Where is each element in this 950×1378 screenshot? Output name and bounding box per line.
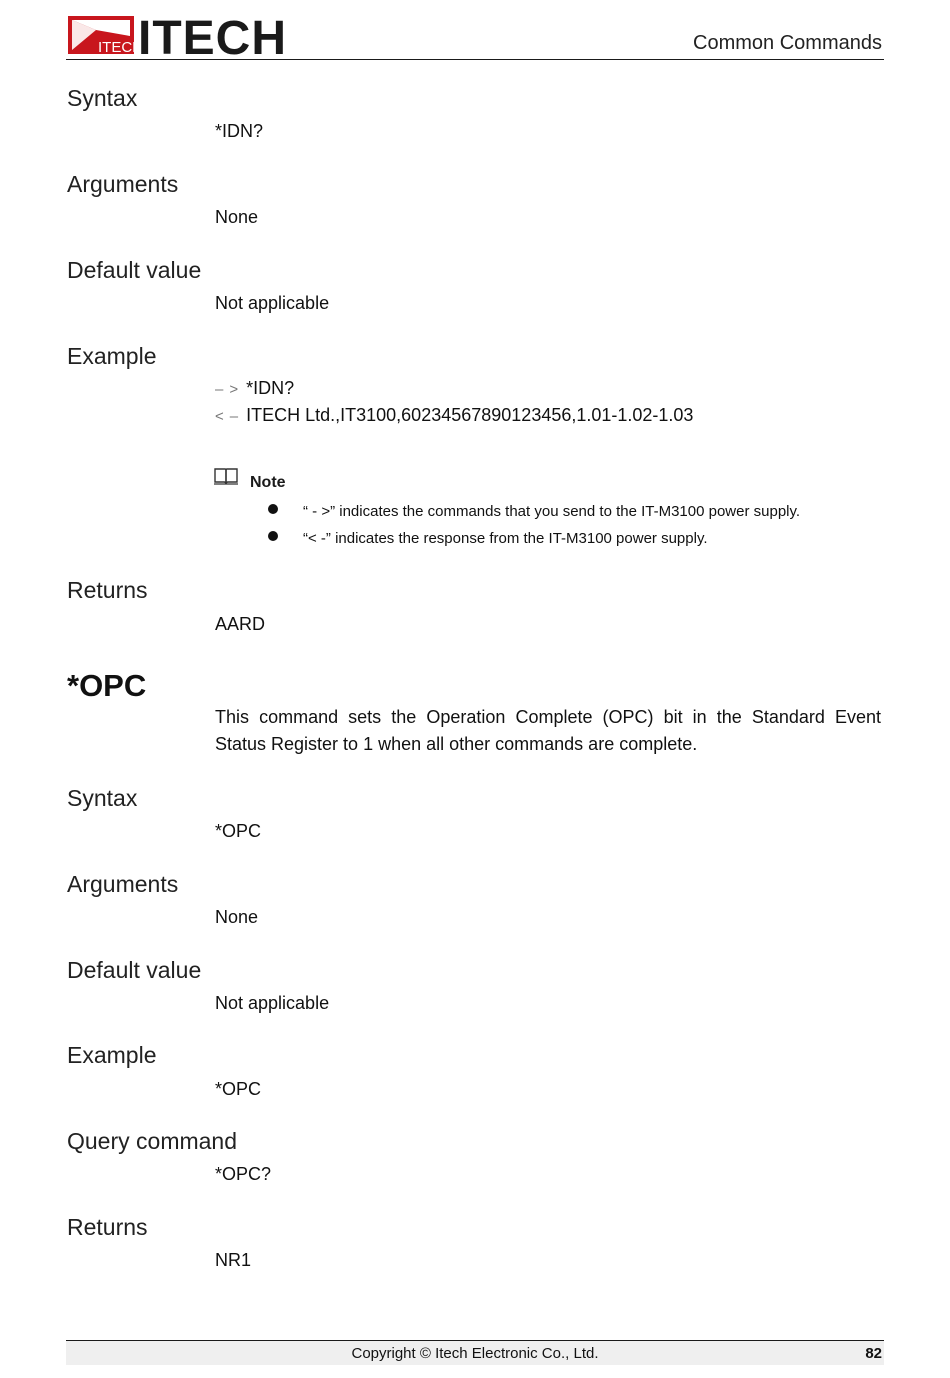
returns-heading: Returns <box>67 1214 148 1240</box>
page-number: 82 <box>865 1345 882 1362</box>
note-label: Note <box>250 474 286 491</box>
example-send-line <box>215 378 294 399</box>
page-footer <box>66 1340 884 1365</box>
returns-heading: Returns <box>67 577 148 603</box>
arguments-heading: Arguments <box>67 171 179 197</box>
default-value-heading: Default value <box>67 257 202 283</box>
default-value: Not applicable <box>215 293 330 313</box>
returns-value: NR1 <box>215 1250 252 1270</box>
query-command-value: *OPC? <box>215 1164 272 1184</box>
arguments-value: None <box>215 907 259 927</box>
syntax-value: *IDN? <box>215 121 264 141</box>
bullet-icon <box>268 531 278 541</box>
example-value: *OPC <box>215 1079 262 1099</box>
recv-arrow-head: < <box>215 408 224 425</box>
example-heading: Example <box>67 343 157 369</box>
returns-value: AARD <box>215 614 266 634</box>
copyright: Copyright © Itech Electronic Co., Ltd. <box>351 1345 599 1362</box>
default-value-heading: Default value <box>67 957 202 983</box>
recv-arrow-dash: – <box>229 408 239 425</box>
book-icon <box>213 466 239 486</box>
example-send: *IDN? <box>246 378 295 398</box>
default-value: Not applicable <box>215 993 330 1013</box>
arguments-value: None <box>215 207 259 227</box>
command-title: *OPC <box>67 668 147 703</box>
section-title: Common Commands <box>693 32 882 54</box>
example-response: ITECH Ltd.,IT3100,60234567890123456,1.01-1.02-1.03 <box>246 405 694 425</box>
note-item: “ - >” indicates the commands that you send to the IT-M3100 power supply. <box>303 503 801 520</box>
syntax-heading: Syntax <box>67 85 138 111</box>
query-command-heading: Query command <box>67 1128 238 1154</box>
send-arrow-dash: – <box>215 381 224 398</box>
logo-text: ITECH <box>138 14 287 56</box>
syntax-heading: Syntax <box>67 785 138 811</box>
example-heading: Example <box>67 1042 157 1068</box>
send-arrow-head: > <box>229 381 239 398</box>
syntax-value: *OPC <box>215 821 262 841</box>
arguments-heading: Arguments <box>67 871 179 897</box>
page-header <box>66 12 884 60</box>
example-response-line <box>215 405 693 426</box>
bullet-icon <box>268 504 278 514</box>
itech-logo <box>68 14 300 56</box>
note-item: “< -” indicates the response from the IT-M3100 power supply. <box>303 530 708 547</box>
logo-badge-text: ITECH <box>98 39 143 56</box>
command-description: This command sets the Operation Complete (OPC) bit in the Standard Event Status Register to 1 when all other commands are complete. <box>215 707 881 754</box>
